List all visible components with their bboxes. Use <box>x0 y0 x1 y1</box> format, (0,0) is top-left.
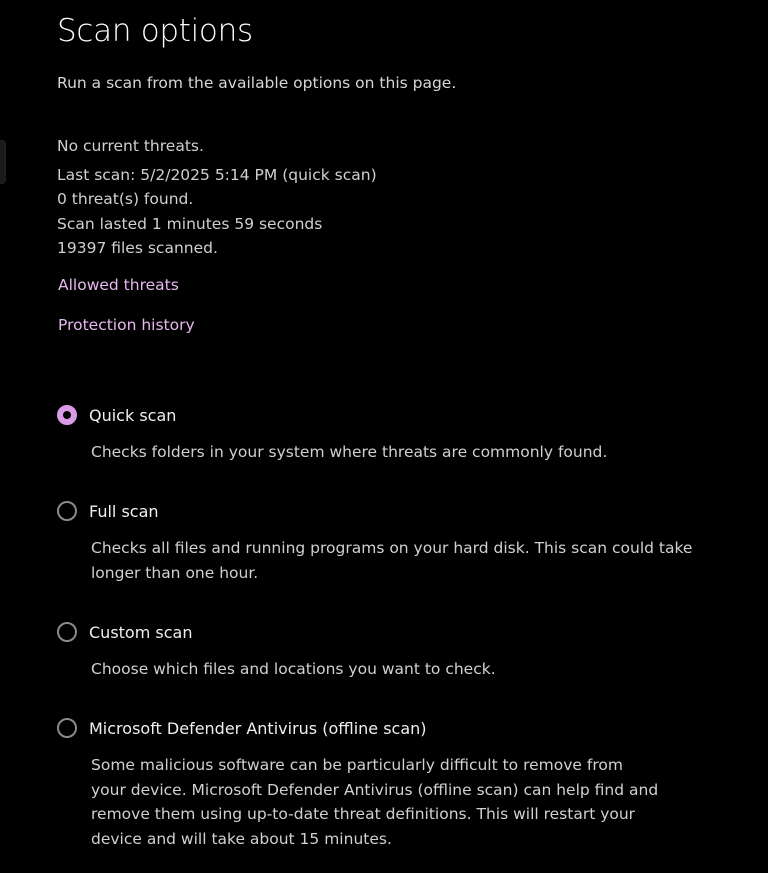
custom-scan-description: Choose which files and locations you want to check. <box>91 660 496 678</box>
last-scan-text: Last scan: 5/2/2025 5:14 PM (quick scan) <box>57 165 377 184</box>
collapsed-nav-tab[interactable] <box>0 140 6 184</box>
allowed-threats-link[interactable]: Allowed threats <box>58 276 179 294</box>
radio-unselected-icon[interactable] <box>57 622 77 642</box>
scan-option-offline <box>57 718 697 851</box>
threats-found-text: 0 threat(s) found. <box>57 190 194 208</box>
radio-unselected-icon[interactable] <box>57 501 77 521</box>
full-scan-description: Checks all files and running programs on your hard disk. This scan could take longer than one hour. <box>91 539 693 582</box>
full-scan-label[interactable]: Full scan <box>89 501 159 521</box>
custom-scan-radio-row[interactable] <box>57 622 697 642</box>
scan-status <box>57 134 377 261</box>
protection-history-link[interactable]: Protection history <box>58 316 195 334</box>
quick-scan-description: Checks folders in your system where threats are commonly found. <box>91 443 608 461</box>
files-scanned-text: 19397 files scanned. <box>57 239 218 257</box>
threat-status-headline: No current threats. <box>57 137 204 155</box>
quick-scan-radio-row[interactable] <box>57 405 697 425</box>
custom-scan-label[interactable]: Custom scan <box>89 622 193 642</box>
scan-option-full <box>57 501 697 585</box>
page-subtitle: Run a scan from the available options on this page. <box>57 74 457 92</box>
offline-scan-radio-row[interactable] <box>57 718 697 738</box>
offline-scan-description: Some malicious software can be particularly difficult to remove from your device. Microsoft Defender Antivirus (offline scan) can help find and remove them using up-to-date threat definitions. This will restart your device and will take about 15 minutes. <box>91 756 659 848</box>
radio-unselected-icon[interactable] <box>57 718 77 738</box>
quick-scan-label[interactable]: Quick scan <box>89 405 177 425</box>
scan-option-custom <box>57 622 697 682</box>
full-scan-radio-row[interactable] <box>57 501 697 521</box>
page-title: Scan options <box>57 13 253 49</box>
scan-option-quick <box>57 405 697 465</box>
radio-selected-icon[interactable] <box>57 405 77 425</box>
offline-scan-label[interactable]: Microsoft Defender Antivirus (offline scan) <box>89 718 427 738</box>
scan-duration-text: Scan lasted 1 minutes 59 seconds <box>57 214 323 233</box>
